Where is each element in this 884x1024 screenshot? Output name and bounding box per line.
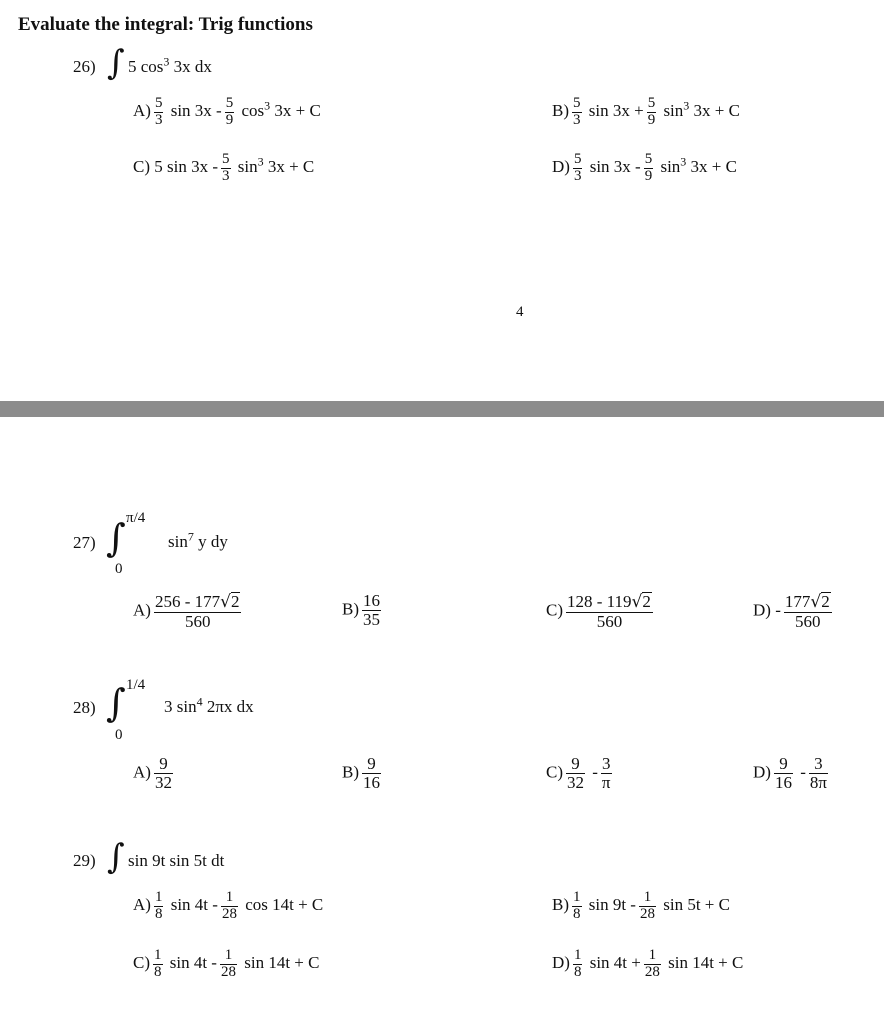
- q29-integral-sign: ∫: [107, 837, 125, 877]
- q29-integrand: sin 9t sin 5t dt: [128, 851, 225, 870]
- q28-number: 28): [73, 698, 96, 717]
- q26-option-c: C) 5 sin 3x - $\frac{5}{3}$ $\sin^3 3x + C$: [133, 151, 315, 184]
- q28-lower-limit: 0: [115, 727, 123, 743]
- q26-option-d: D) $\frac{5}{3}$ sin 3x - $\frac{5}{9}$ $\sin^3 3x + C$: [552, 151, 737, 184]
- q28-option-c: C) $\frac{9}{32}$ - $\frac{3}{\pi}$: [546, 754, 611, 792]
- page-heading: Evaluate the integral: Trig functions: [18, 14, 313, 35]
- q27-number: 27): [73, 533, 96, 552]
- q26-number: 26): [73, 57, 96, 76]
- q28-integral-sign: ∫: [106, 681, 126, 725]
- q26-option-a: A) $\frac{5}{3}$ sin 3x - $\frac{5}{9}$ $\cos^3 3x + C$: [133, 95, 321, 128]
- q28-option-b: B) $\frac{9}{16}$: [342, 754, 380, 792]
- q27-option-b: B) $\frac{16}{35}$: [342, 591, 380, 629]
- page-divider: [0, 401, 884, 417]
- q27-upper-limit: π/4: [126, 510, 146, 526]
- q29-option-b: B) $\frac{1}{8}$ sin 9t - $\frac{1}{28}$ sin 5t + C: [552, 889, 730, 922]
- q28-integrand: 3 $\sin^4 2\pi x$ dx: [164, 694, 254, 716]
- q27-integral-sign: ∫: [106, 516, 126, 560]
- q26-integrand: 5 $\cos^3 3x$ dx: [128, 54, 212, 76]
- page-number: 4: [516, 304, 524, 320]
- q27-lower-limit: 0: [115, 561, 123, 577]
- q27-option-d: D) - $\frac{177√2}{560}$: [753, 592, 830, 631]
- q26-integral-sign: ∫: [107, 43, 125, 83]
- q29-number: 29): [73, 851, 96, 870]
- q28-option-a: A) $\frac{9}{32}$: [133, 754, 172, 792]
- q28-option-d: D) $\frac{9}{16}$ - $\frac{3}{8\pi}$: [753, 754, 827, 792]
- q27-option-a: A) $\frac{256 - 177√2}{560}$: [133, 592, 240, 631]
- q29-option-a: A) $\frac{1}{8}$ sin 4t - $\frac{1}{28}$ cos 14t + C: [133, 889, 324, 922]
- q29-option-c: C) $\frac{1}{8}$ sin 4t - $\frac{1}{28}$ sin 14t + C: [133, 947, 320, 980]
- q27-option-c: C) $\frac{128 - 119√2}{560}$: [546, 592, 651, 631]
- q29-option-d: D) $\frac{1}{8}$ sin 4t + $\frac{1}{28}$ sin 14t + C: [552, 947, 744, 980]
- q26-option-b: B) $\frac{5}{3}$ sin 3x + $\frac{5}{9}$ $\sin^3 3x + C$: [552, 95, 740, 128]
- q27-integrand: $\sin^7 y$ dy: [168, 529, 228, 551]
- q28-upper-limit: 1/4: [126, 677, 146, 693]
